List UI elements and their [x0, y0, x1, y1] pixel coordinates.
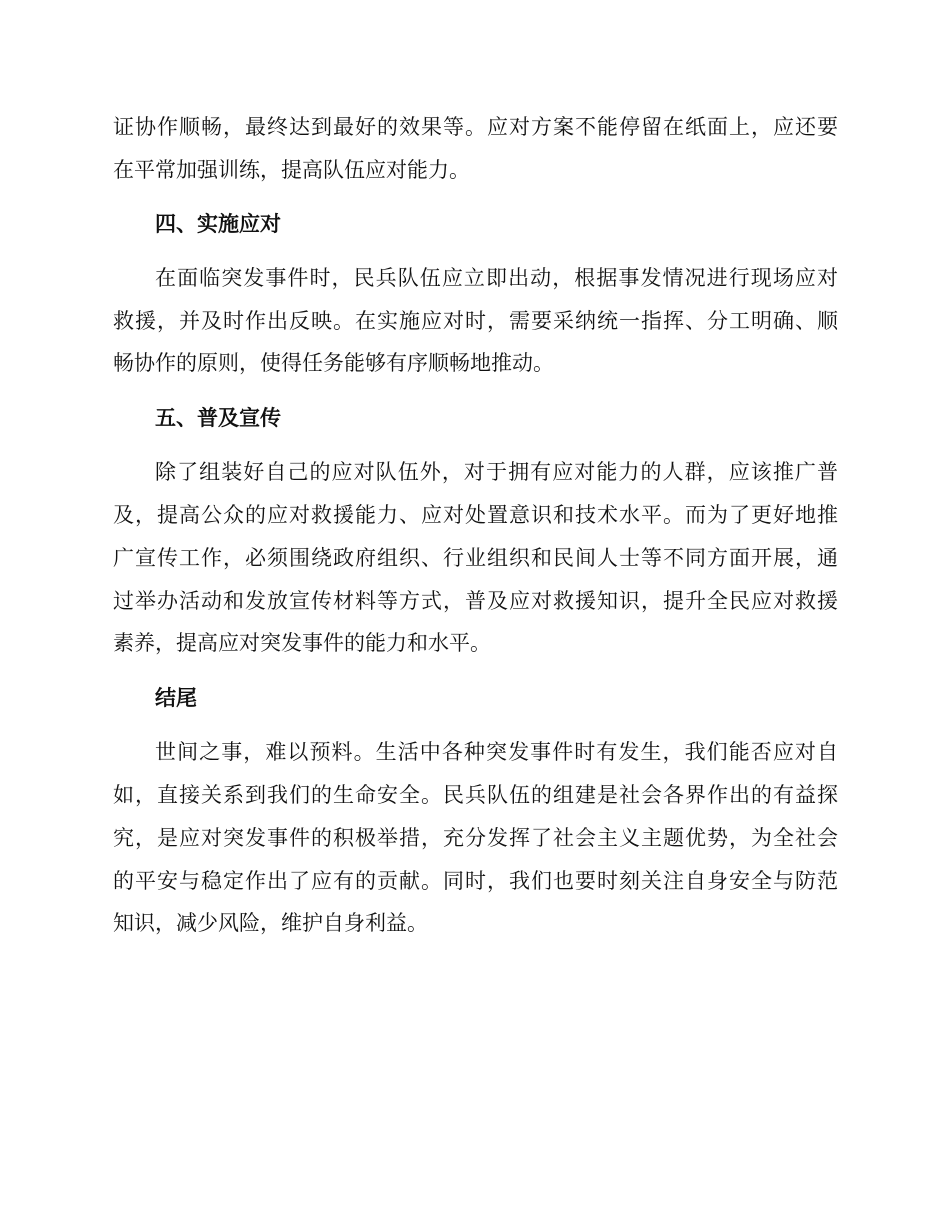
- section-heading-implementation: 四、实施应对: [155, 212, 281, 236]
- paragraph-line: 畅协作的原则，使得任务能够有序顺畅地推动。: [113, 351, 554, 375]
- paragraph-line: 如，直接关系到我们的生命安全。民兵队伍的组建是社会各界作出的有益探: [113, 783, 838, 807]
- paragraph-line: 证协作顺畅，最终达到最好的效果等。应对方案不能停留在纸面上，应还要: [113, 115, 838, 139]
- paragraph-line: 在面临突发事件时，民兵队伍应立即出动，根据事发情况进行现场应对: [155, 266, 838, 290]
- paragraph-line: 知识，减少风险，维护自身利益。: [113, 911, 428, 935]
- paragraph-line: 广宣传工作，必须围绕政府组织、行业组织和民间人士等不同方面开展，通: [113, 546, 838, 570]
- paragraph-line: 救援，并及时作出反映。在实施应对时，需要采纳统一指挥、分工明确、顺: [113, 309, 838, 333]
- paragraph-line: 及，提高公众的应对救援能力、应对处置意识和技术水平。而为了更好地推: [113, 503, 838, 527]
- paragraph-line: 在平常加强训练，提高队伍应对能力。: [113, 158, 470, 182]
- paragraph-line: 究，是应对突发事件的积极举措，充分发挥了社会主义主题优势，为全社会: [113, 826, 838, 850]
- section-heading-conclusion: 结尾: [155, 686, 197, 710]
- paragraph-line: 的平安与稳定作出了应有的贡献。同时，我们也要时刻关注自身安全与防范: [113, 869, 838, 893]
- paragraph-line: 素养，提高应对突发事件的能力和水平。: [113, 631, 491, 655]
- paragraph-line: 世间之事，难以预料。生活中各种突发事件时有发生，我们能否应对自: [155, 740, 838, 764]
- paragraph-line: 除了组装好自己的应对队伍外，对于拥有应对能力的人群，应该推广普: [155, 460, 838, 484]
- section-heading-publicity: 五、普及宣传: [155, 406, 281, 430]
- paragraph-line: 过举办活动和发放宣传材料等方式，普及应对救援知识，提升全民应对救援: [113, 589, 838, 613]
